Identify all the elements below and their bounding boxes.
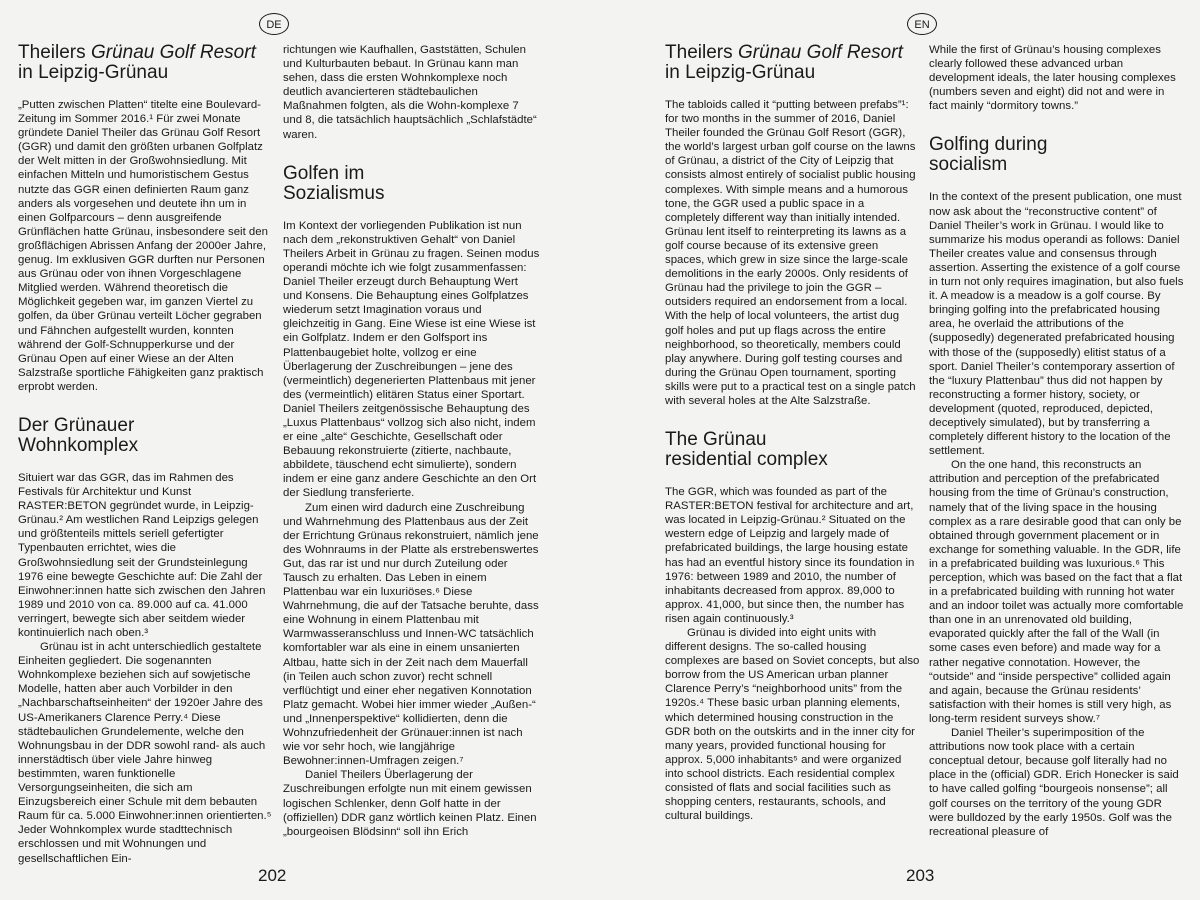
en-column-right (929, 43, 1185, 839)
de-column-left (18, 43, 273, 866)
de-paragraph-3: Grünau ist in acht unterschiedlich gestaltete Einheiten gegliedert. Die sogenannten Wohnkomplexe beziehen sich auf sowjetische Modelle, hatten aber auch Vorbilder in den „Nachbarschaftseinheiten“ der 1920er Jahre des US-Amerikaners Clarence Perry.⁴ Diese städtebaulichen Grundelemente, welche den Wohnungsbau in der DDR sowohl rand- als auch innerstädtisch über viele Jahre hinweg bestimmten, waren funktionelle Versorgungseinheiten, die sich am Einzugsbereich einer Schule mit dem bebauten Raum für ca. 5.000 Einwohner:innen orientierten.⁵ Jeder Wohnkomplex wurde stadttechnisch erschlossen und mit Wohnungen und gesellschaftlichen Ein- (18, 641, 272, 865)
de-section-heading-wohnkomplex: Der Grünauer Wohnkomplex (18, 414, 139, 456)
page-number-right: 203 (906, 866, 935, 885)
en-paragraph-4: While the first of Grünau’s housing complexes clearly followed these advanced urban development ideals, the later housing complexes (numbers seven and eight) did not and were in fact mainly “dormitory towns.” (929, 44, 1176, 113)
de-section-heading-sozialismus: Golfen im Sozialismus (283, 162, 385, 204)
en-section-heading-socialism: Golfing during socialism (929, 134, 1048, 176)
de-article-title: Theilers Grünau Golf Resort in Leipzig-Grünau (18, 42, 256, 83)
en-article-title: Theilers Grünau Golf Resort in Leipzig-Grünau (665, 42, 903, 83)
en-paragraph-7: Daniel Theiler’s superimposition of the attributions now took place with a certain conceptual detour, because golf literally had no place in the (official) GDR. Erich Honecker is said to have called golfing “bourgeois nonsense”; all golf courses on the territory of the young GDR were bulldozed by the early 1950s. Golf was the recreational pleasure of (929, 727, 1179, 838)
de-paragraph-5: Im Kontext der vorliegenden Publikation ist nun nach dem „rekonstruktiven Gehalt“ von Daniel Theilers Arbeit in Grünau zu fragen. Seinen modus operandi möchte ich wie folgt zusammenfassen: Daniel Theiler erzeugt durch Behauptung Wert und Konsens. Die Behauptung eines Golfplatzes wiederum setzt Imagination voraus und gleichzeitig in Gang. Eine Wiese ist eine Wiese ist ein Golfplatz. Indem er den Golfsport ins Plattenbaugebiet holte, vollzog er eine Überlagerung der Zuschreibungen – jene des (vermeintlich) degenerierten Plattenbaus mit jener des (vermeintlich) elitären Status einer Sportart. Daniel Theilers zeitgenössische Behauptung des „Luxus Plattenbaus“ vollzog sich also nicht, indem er eine „alte“ Geschichte, Gesellschaft oder Bebauung rekonstruierte (zitierte, nachbaute, abbildete, täuschend echt simulierte), sondern indem er eine ganz andere Geschichte an den Ort der Siedlung transferierte. (283, 219, 540, 500)
en-paragraph-5: In the context of the present publication, one must now ask about the “reconstructive content” of Daniel Theiler’s work in Grünau. I would like to summarize his modus operandi as follows: Daniel Theiler creates value and consensus through assertion. Asserting the existence of a golf course in turn not only requires imagination, but also fuels it. A meadow is a meadow is a golf course. By bringing golfing into the prefabricated housing area, he overlaid the attributions of the (supposedly) degenerated prefabricated housing with those of the (supposedly) elitist status of a sport. Daniel Theiler’s contemporary assertion of the “luxury Plattenbau” thus did not happen by reconstructing a former history, society, or development (quoted, reproduced, depicted, deceptively simulated), but by transferring a completely different history to the location of the settlement. (929, 191, 1184, 458)
de-column-right (283, 43, 540, 839)
en-section-heading-residential: The Grünau residential complex (665, 429, 828, 471)
de-paragraph-1: „Putten zwischen Platten“ titelte eine Boulevard-Zeitung im Sommer 2016.¹ Für zwei Monate gründete Daniel Theiler das Grünau Golf Resort (GGR) und damit den größten urbanen Golfplatz der Welt mitten in der Großwohnsiedlung. Mit einfachen Mitteln und humoristischem Gestus nutzte das GGR einen definierten Raum ganz anders als vorgesehen und deutete ihn um in einen Golfparcours – denn ausgreifende Grünflächen hatte Grünau, insbesondere seit den großflächigen Abrissen Anfang der 2000er Jahre, genug. Im exklusiven GGR durften nur Personen aus Grünau oder von ihnen Vorgeschlagene Mitglied werden. Während theoretisch die Möglichkeit gegeben war, im ganzen Viertel zu golfen, da über Grünau verteilt Löcher gegraben und Fähnchen aufgestellt wurden, konnten während der Golf-Schnupperkurse und der Grünau Open auf einer Wiese an der Alten Salzstraße sportliche Fähigkeiten ganz praktisch erprobt werden. (18, 99, 268, 393)
language-badge-en: EN (907, 13, 937, 35)
en-column-left (665, 43, 920, 823)
de-paragraph-6: Zum einen wird dadurch eine Zuschreibung und Wahrnehmung des Plattenbaus aus der Zeit der Errichtung Grünaus rekonstruiert, nämlich jene des Wohnraums in der Platte als erstrebenswertes Gut, das rar ist und nur durch Zuteilung oder Tausch zu erhalten. Das Leben in einem Plattenbau war ein luxuriöses.⁶ Diese Wahrnehmung, die auf der Tatsache beruhte, dass eine Wohnung in einem Plattenbau mit Warmwasseranschluss und Innen-WC tatsächlich komfortabler war als eine in einem unsanierten Altbau, hatte sich in der Zeit nach dem Mauerfall (in Teilen auch schon zuvor) recht schnell verflüchtigt und einer eher negativen Konnotation Platz gemacht. Wobei hier immer wieder „Außen-“ und „Innenperspektive“ kollidierten, denn die Wohnzufriedenheit der Grünauer:innen ist nach wie vor sehr hoch, wie langjährige Bewohner:innen-Umfragen zeigen.⁷ (283, 501, 539, 768)
en-paragraph-1: The tabloids called it “putting between prefabs”¹: for two months in the summer of 2016, Daniel Theiler founded the Grünau Golf Resort (GGR), the world’s largest urban golf course on the lawns of Grünau, a district of the City of Leipzig that consists almost entirely of socialist public housing complexes. With simple means and a humorous tone, the GGR used a public space in a completely different way than initially intended. Grünau lent itself to reinterpreting its lawns as a golf course because of its extensive green spaces, which grew in size since the large-scale demolitions in the early 2000s. Only residents of Grünau had the privilege to join the GGR – outsiders required an endorsement from a local. With the help of local volunteers, the artist dug golf holes and put up flags across the entire neighborhood, so theoretically, members could play anywhere. During golf testing courses and during the Grünau Open tournament, sporting skills were put to a practical test on a single patch with several holes at the Alte Salzstraße. (665, 99, 916, 407)
de-paragraph-7: Daniel Theilers Überlagerung der Zuschreibungen erfolgte nun mit einem gewissen logischen Schlenker, denn Golf hatte in der (offiziellen) DDR ganz wörtlich keinen Platz. Einen „bourgeoisen Blödsinn“ soll ihn Erich (283, 769, 537, 838)
en-paragraph-6: On the one hand, this reconstructs an attribution and perception of the prefabricated housing from the time of Grünau’s construction, namely that of the living space in the housing complex as a rare desirable good that can only be obtained through government placement or in exchange for something valuable. In the GDR, life in a prefabricated building was luxurious.⁶ This perception, which was based on the fact that a flat in a prefabricated building with running hot water and an indoor toilet was actually more comfortable than one in an unrenovated old building, evaporated quickly after the fall of the Wall (in some cases even before) and made way for a rather negative connotation. However, the “outside” and “inside perspective” collided again and again, because the Grünau residents’ satisfaction with their homes is still very high, as long-term resident surveys show.⁷ (929, 459, 1184, 725)
language-badge-de: DE (259, 13, 289, 35)
de-paragraph-2: Situiert war das GGR, das im Rahmen des Festivals für Architektur und Kunst RASTER:BETON gegründet wurde, in Leipzig-Grünau.² Am westlichen Rand Leipzigs gelegen und größtenteils mittels seriell gefertigter Typenbauten errichtet, wies die Großwohnsiedlung seit der Grundsteinlegung 1976 eine bewegte Geschichte auf: Die Zahl der Einwohner:innen hatte sich zwischen den Jahren 1989 und 2010 von ca. 89.000 auf ca. 41.000 verringert, bewegte sich aber seitdem wieder kontinuierlich nach oben.³ (18, 471, 266, 639)
en-paragraph-3: Grünau is divided into eight units with different designs. The so-called housing complexes are based on Soviet concepts, but also borrow from the US American urban planner Clarence Perry’s “neighborhood units” from the 1920s.⁴ These basic urban planning elements, which determined housing construction in the GDR both on the outskirts and in the inner city for many years, provided functional housing for approx. 5,000 inhabitants⁵ and were organized into school districts. Each residential complex consisted of flats and social facilities such as shopping centers, restaurants, schools, and cultural buildings. (665, 627, 920, 823)
en-paragraph-2: The GGR, which was founded as part of the RASTER:BETON festival for architecture and art, was located in Leipzig-Grünau.² Situated on the western edge of Leipzig and largely made of prefabricated buildings, the large housing estate has had an eventful history since its foundation in 1976: between 1989 and 2010, the number of inhabitants decreased from approx. 89,000 to approx. 41,000, but since then, the number has risen again continuously.³ (665, 486, 915, 625)
de-paragraph-4: richtungen wie Kaufhallen, Gaststätten, Schulen und Kulturbauten bebaut. In Grünau kann man sehen, dass die ersten Wohnkomplexe noch deutlich avancierteren städtebaulichen Maßnahmen folgten, als die Wohn-komplexe 7 und 8, die tatsächlich hauptsächlich „Schlafstädte“ waren. (283, 44, 537, 141)
page-number-left: 202 (258, 866, 287, 885)
